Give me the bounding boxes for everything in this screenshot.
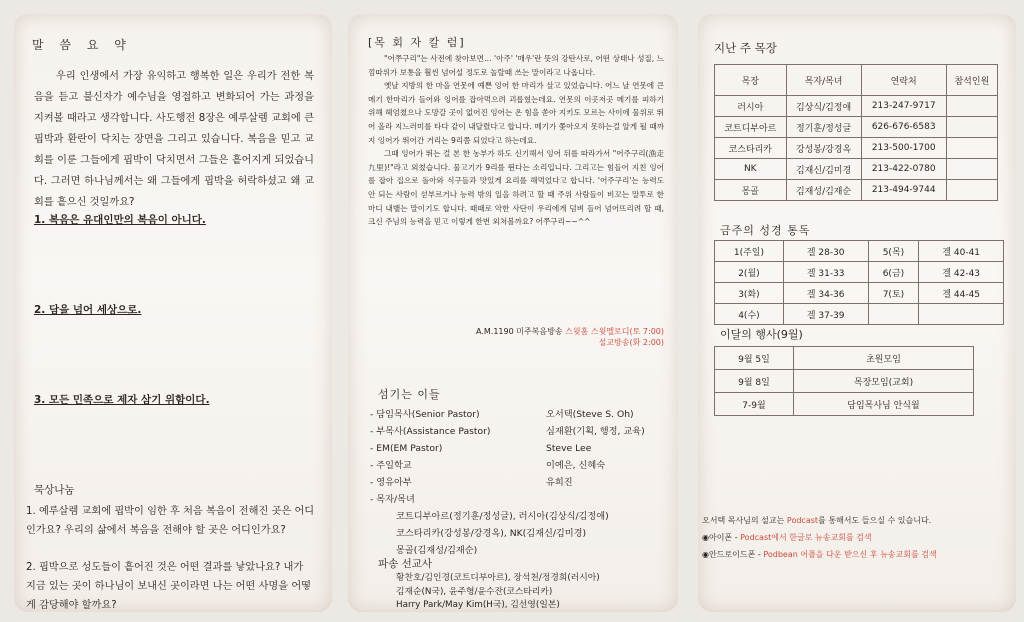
table-row xyxy=(715,304,1004,325)
table-cell: 1(주일) xyxy=(715,241,784,262)
iphone-instruction: Podcast에서 한글로 뉴송교회를 검색 xyxy=(740,533,872,542)
table-header-row xyxy=(715,65,998,96)
table-cell: 김상식/김정애 xyxy=(786,96,861,117)
table-row xyxy=(715,347,974,370)
missionary-line: 황찬호/김인경(코트디부아르), 장석천/정경희(러시아) xyxy=(396,573,600,583)
table-cell: 강성봉/강경옥 xyxy=(786,138,861,159)
table-cell: 김재신/김미경 xyxy=(786,159,861,180)
table-header: 연락처 xyxy=(861,65,946,96)
table-cell: 코스타리카 xyxy=(715,138,787,159)
column-title: [목 회 자 칼 럼] xyxy=(368,36,466,49)
column-paragraph-2: 옛날 지방의 한 마을 연못에 예쁜 잉어 한 마리가 살고 있었습니다. 어느 날 연못에 큰 메기 한마리가 들어와 잉어를 잡아먹으려 괴롭혔는데요. 연못의 이곳저곳 메기를 피하기 위해 헤엄쳤으나 도망갈 곳이 없어진 잉어는 온 힘을 쏟아 지키도 모르는 사이에 물위로 뛰어 올라 지느러미를 타다 같이 내달렸다고 합니다. 메기가 쫓아오지 못하는걸 알게 될 때까지 잉어가 뛰어간 거리는 9리쯤 되었다고 하는데요. xyxy=(368,81,664,145)
iphone-line xyxy=(702,529,1014,546)
point-2: 2. 담을 넘어 세상으로. xyxy=(34,304,142,316)
radio-station: A.M.1190 미주복음방송 xyxy=(476,327,566,336)
staff-row xyxy=(370,457,670,474)
table-cell: 목장모임(교회) xyxy=(794,370,974,393)
sermon-summary-title: 말 씀 요 약 xyxy=(32,38,132,52)
table-cell xyxy=(946,138,997,159)
staff-list xyxy=(370,406,670,559)
mokja-line: 코트디부아르(정기훈/정성글), 러시아(김상식/김정애) xyxy=(396,511,609,522)
staff-name: 심재환(기획, 행정, 교육) xyxy=(546,426,645,437)
podcast-info xyxy=(702,512,1014,563)
staff-name: 유희진 xyxy=(546,477,573,488)
radio-time-1: (토 7:00) xyxy=(629,327,664,336)
table-cell: 초원모임 xyxy=(794,347,974,370)
reading-table xyxy=(714,240,1004,325)
staff-row xyxy=(370,491,670,508)
table-cell: 2(월) xyxy=(715,262,784,283)
staff-role: - 영유아부 xyxy=(370,477,412,488)
table-header: 목장 xyxy=(715,65,787,96)
table-row xyxy=(715,262,1004,283)
staff-name: 오서택(Steve S. Oh) xyxy=(546,409,634,420)
discussion-q2: 2. 핍박으로 성도들이 흩어진 것은 어떤 결과를 낳았나요? 내가 지금 있는 곳이 하나님이 보내신 곳이라면 나는 어떤 사명을 어떻게 감당해야 할까요? xyxy=(26,562,312,611)
table-cell: 겔 44-45 xyxy=(919,283,1004,304)
iphone-label: ◉아이폰 - xyxy=(702,533,741,542)
table-cell: 213-247-9717 xyxy=(861,96,946,117)
point-3: 3. 모든 민족으로 제자 삼기 위함이다. xyxy=(34,394,210,406)
missionary-line: 김재순(N국), 윤주형/윤수잔(코스타리카) xyxy=(396,586,553,597)
table-cell: 7-9월 xyxy=(715,393,794,416)
table-row xyxy=(715,138,998,159)
table-cell: 6(금) xyxy=(868,262,919,283)
table-cell: 213-422-0780 xyxy=(861,159,946,180)
events-title: 이달의 행사(9월) xyxy=(720,328,803,341)
table-cell: 김재성/김재순 xyxy=(786,180,861,201)
table-cell: 213-494-9744 xyxy=(861,180,946,201)
table-row xyxy=(715,370,974,393)
missionary-list xyxy=(396,572,676,612)
staff-role: - EM(EM Pastor) xyxy=(370,443,443,454)
missionary-title: 파송 선교사 xyxy=(378,558,433,570)
android-instruction: Podbean 어플을 다운 받으신 후 뉴송교회를 검색 xyxy=(763,550,937,559)
table-cell: 겔 40-41 xyxy=(919,241,1004,262)
android-line xyxy=(702,546,1014,563)
table-cell xyxy=(946,180,997,201)
table-cell xyxy=(946,159,997,180)
table-cell xyxy=(868,304,919,325)
table-row xyxy=(715,159,998,180)
staff-name: 이예은, 신혜숙 xyxy=(546,460,606,471)
table-cell: 7(토) xyxy=(868,283,919,304)
mokjang-title: 지난 주 목장 xyxy=(714,41,777,55)
staff-role: - 주일학교 xyxy=(370,460,412,471)
table-cell: 러시아 xyxy=(715,96,787,117)
column-paragraph-3: 그때 잉어가 뛰는 걸 본 한 농부가 하도 신기해서 잉어 뒤를 따라가서 "어주구리(漁走九里)!"라고 외쳤습니다. 물고기가 9리를 뛴다는 소리입니다. 그리고는 힘들어 지친 잉어를 잡아 집으로 돌아와 식구들과 맛있게 요리를 해먹었다고 합니다. '어주구리'는 능력도 안 되는 사람이 섣부르거나 능력 밖의 일을 하려고 할 때 주위 사람들이 비꼬는 말투로 한마디 내뱉는 말이기도 합니다. 때때로 악한 사단이 우리에게 덤벼 들어 넘어뜨리려 할 때, 크신 주님의 능력을 믿고 이렇게 한번 외쳐볼까요? 어쭈구리~~^^ xyxy=(368,149,664,227)
table-cell: 9월 5일 xyxy=(715,347,794,370)
staff-role: - 목자/목녀 xyxy=(370,494,415,505)
table-cell: 겔 28-30 xyxy=(783,241,868,262)
table-cell: NK xyxy=(715,159,787,180)
column-panel xyxy=(348,14,678,612)
table-row xyxy=(715,117,998,138)
missionary-line: Harry Park/May Kim(H국), 김선영(일본) xyxy=(396,600,560,610)
table-cell: 5(목) xyxy=(868,241,919,262)
mokjang-table xyxy=(714,64,998,201)
table-row xyxy=(715,283,1004,304)
table-row xyxy=(715,241,1004,262)
staff-row xyxy=(370,440,670,457)
table-cell: 겔 42-43 xyxy=(919,262,1004,283)
table-row xyxy=(715,393,974,416)
discussion-q1: 1. 예루살렘 교회에 핍박이 임한 후 처음 복음이 전해진 곳은 어디인가요? 우리의 삶에서 복음을 전해야 할 곳은 어디인가요? xyxy=(26,506,315,536)
radio-info xyxy=(476,326,664,348)
table-cell: 626-676-6583 xyxy=(861,117,946,138)
table-cell: 몽골 xyxy=(715,180,787,201)
discussion-title: 묵상나눔 xyxy=(34,484,75,496)
table-header: 목자/목녀 xyxy=(786,65,861,96)
staff-role: - 담임목사(Senior Pastor) xyxy=(370,409,480,420)
reading-title: 금주의 성경 통독 xyxy=(720,224,811,237)
staff-row xyxy=(370,423,670,440)
staff-role: - 부목사(Assistance Pastor) xyxy=(370,426,491,437)
table-row xyxy=(715,96,998,117)
sermon-intro: 우리 인생에서 가장 유익하고 행복한 일은 우리가 전한 복음을 듣고 불신자가 예수님을 영접하고 변화되어 가는 과정을 지켜볼 때라고 생각합니다. 사도행전 8장은 예루살렘 교회에 큰 핍박과 환란이 닥치는 장면을 그리고 있습니다. 복음을 믿고 교회를 이룬 그들에게 핍박이 닥치면서 그들은 흩어지게 되었습니다. 그러면 하나님께서는 왜 그들에게 핍박을 허락하셨고 왜 교회를 흩으신 것일까요? xyxy=(34,71,314,208)
staff-name: Steve Lee xyxy=(546,443,592,454)
table-cell: 담임목사님 안식월 xyxy=(794,393,974,416)
table-cell: 겔 37-39 xyxy=(783,304,868,325)
staff-row xyxy=(370,474,670,491)
radio-time-2: (화 2:00) xyxy=(629,338,664,347)
mokja-line: 몽골(김재성/김재순) xyxy=(396,545,478,556)
sermon-summary-panel xyxy=(14,14,332,612)
staff-title: 섬기는 이들 xyxy=(378,388,441,401)
table-cell: 겔 34-36 xyxy=(783,283,868,304)
radio-show: 스윗홈 스윗멜로디 xyxy=(565,327,630,336)
table-cell xyxy=(946,96,997,117)
table-cell: 213-500-1700 xyxy=(861,138,946,159)
table-cell: 정기훈/정성글 xyxy=(786,117,861,138)
android-label: ◉안드로이드폰 - xyxy=(702,550,764,559)
table-cell: 코트디부아르 xyxy=(715,117,787,138)
podcast-text: 오서택 목사님의 설교는 xyxy=(702,516,787,525)
radio-sermon-label: 설교방송 xyxy=(598,338,630,347)
staff-row xyxy=(370,406,670,423)
podcast-line xyxy=(702,512,1014,529)
mokja-line: 코스타리카(강성봉/강경옥), NK(김재신/김미경) xyxy=(396,528,587,539)
table-cell xyxy=(919,304,1004,325)
table-cell: 겔 31-33 xyxy=(783,262,868,283)
table-cell xyxy=(946,117,997,138)
podcast-highlight: Podcast xyxy=(786,516,819,525)
column-body xyxy=(368,52,664,229)
point-1: 1. 복음은 유대인만의 복음이 아니다. xyxy=(34,214,206,226)
table-cell: 4(수) xyxy=(715,304,784,325)
table-row xyxy=(715,180,998,201)
info-panel xyxy=(698,14,1016,612)
table-header: 참석인원 xyxy=(946,65,997,96)
podcast-text: 를 통해서도 들으실 수 있습니다. xyxy=(818,516,932,525)
table-cell: 3(화) xyxy=(715,283,784,304)
column-paragraph-1: "어쭈구리"는 사전에 찾아보면… '아주' '매우'란 뜻의 강탄사로, 어떤 상태나 성질, 느낌따위가 보통을 훨씬 넘어설 정도로 놀랄때 쓰는 말이라고 나옵니다. xyxy=(368,54,664,77)
table-cell: 9월 8일 xyxy=(715,370,794,393)
events-table xyxy=(714,346,974,416)
